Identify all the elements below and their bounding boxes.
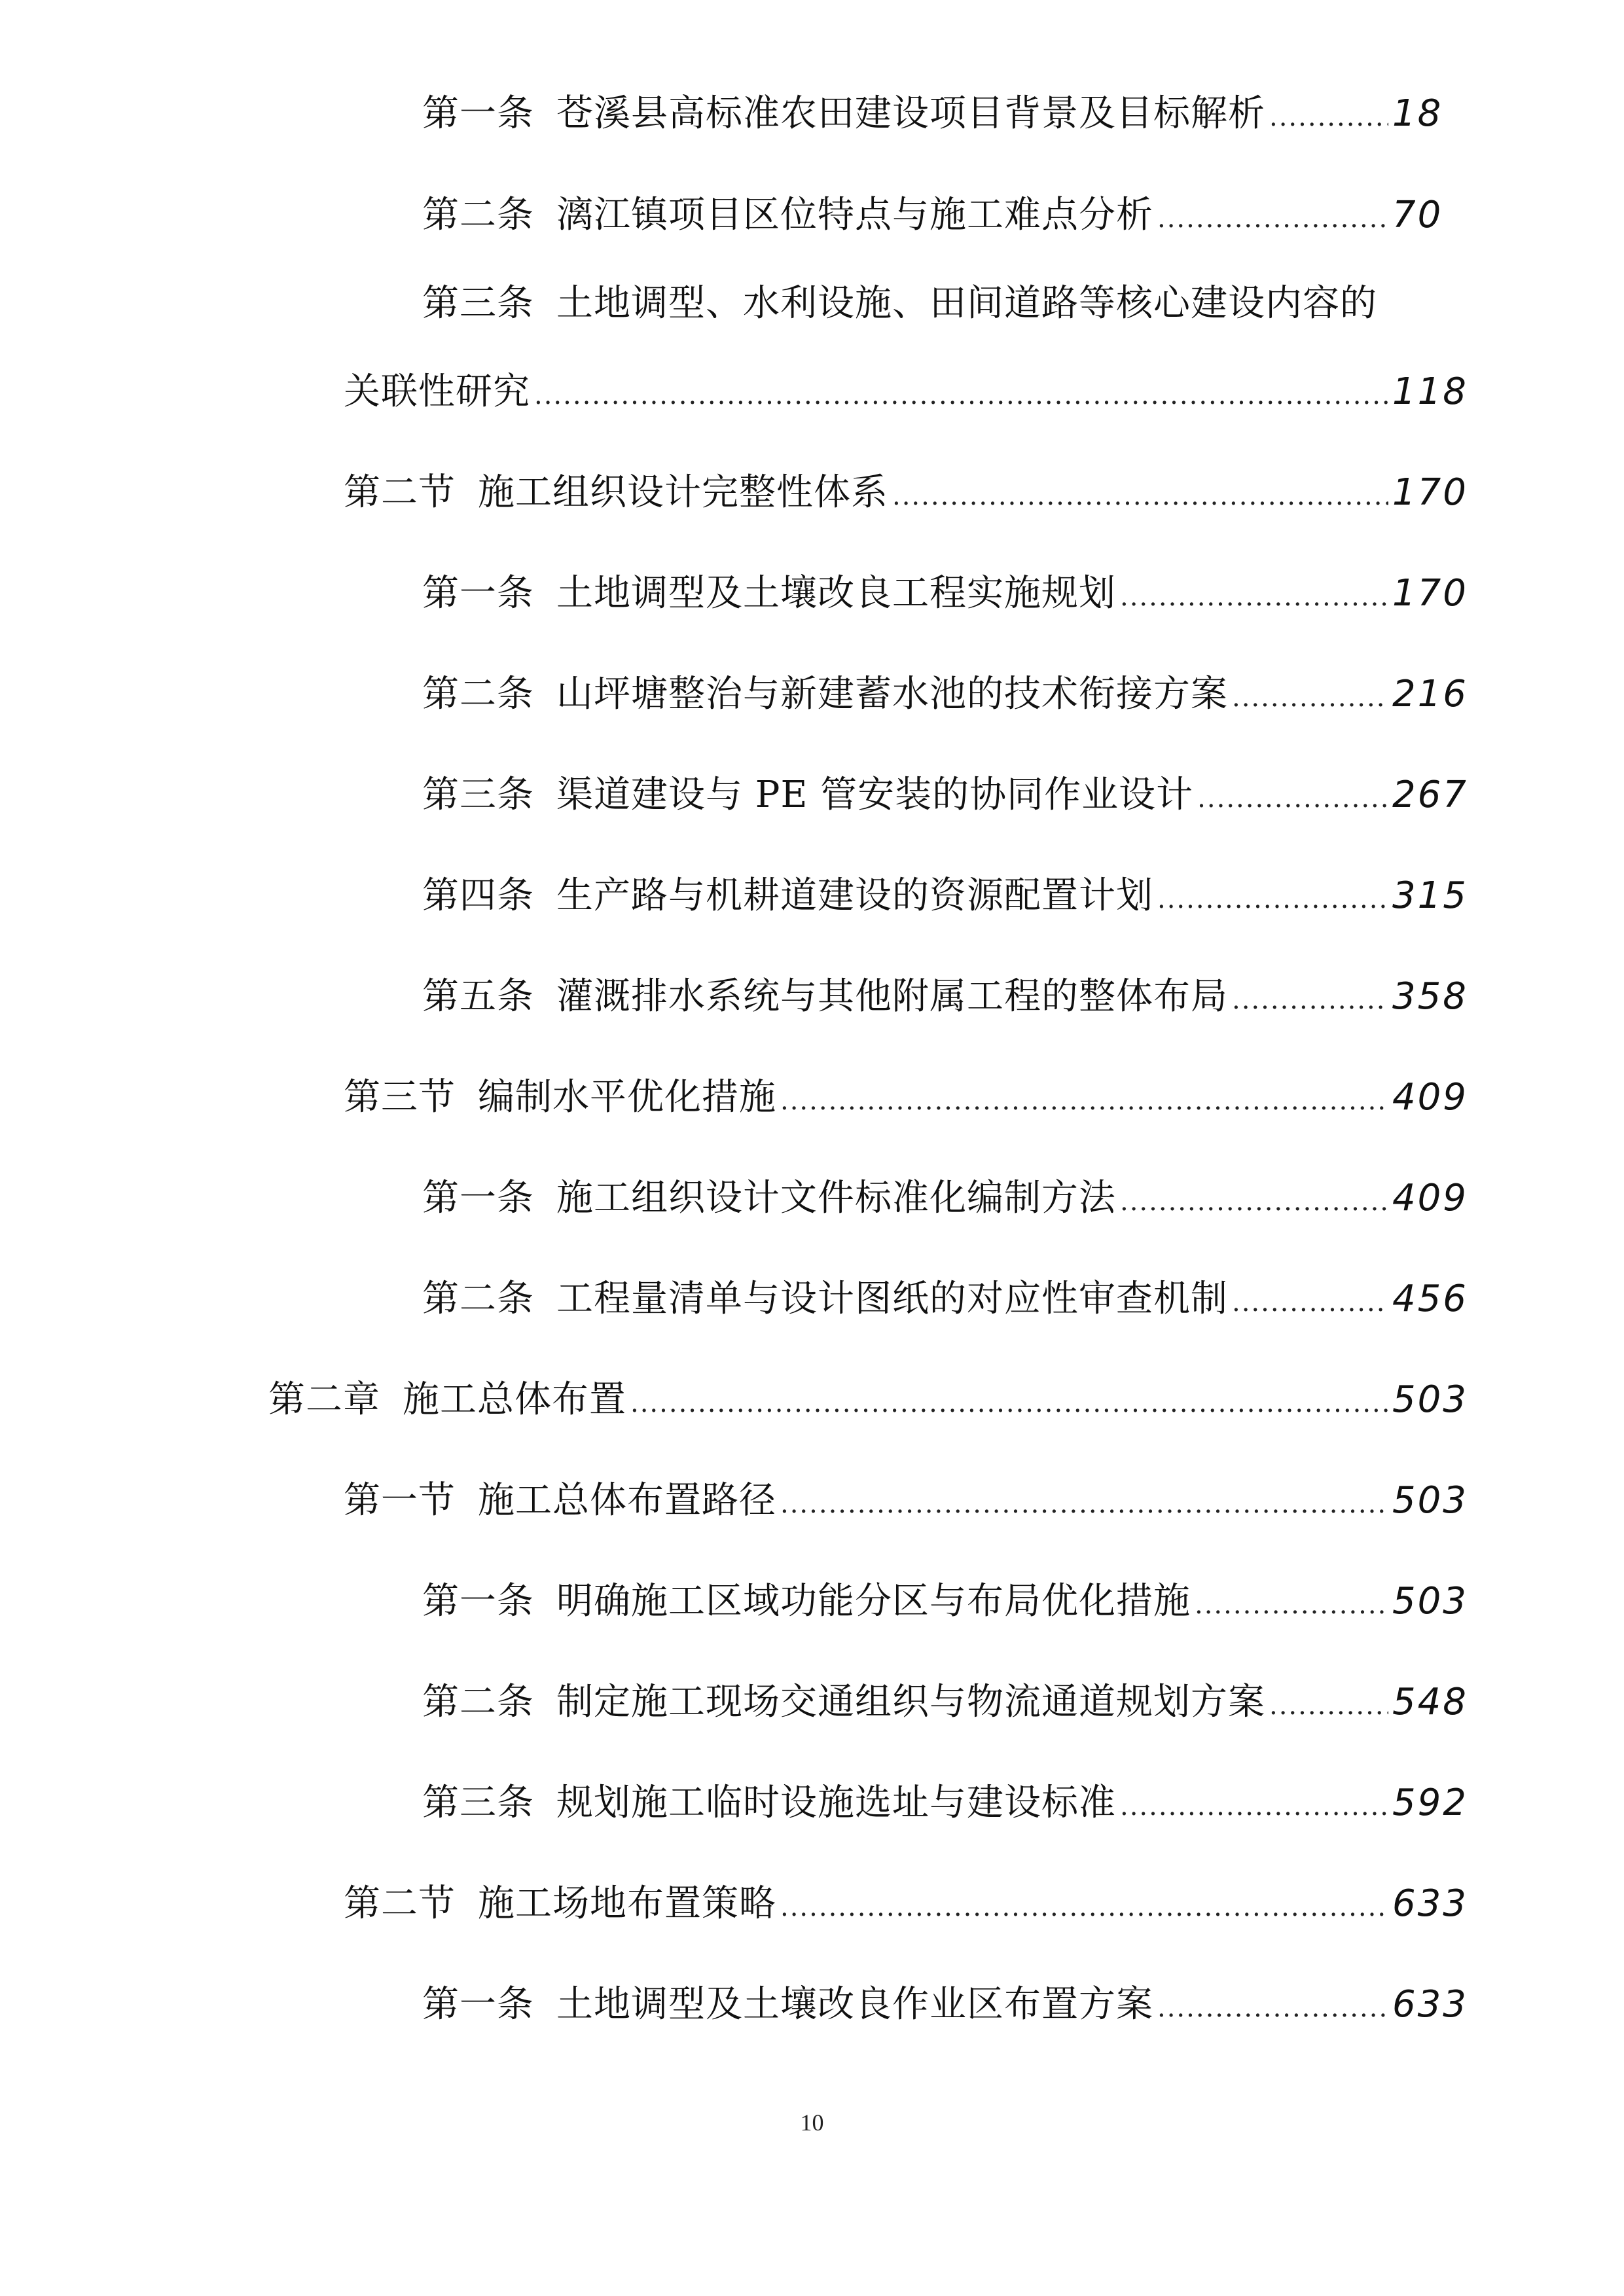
dot-leader (1232, 675, 1388, 721)
toc-entry-title: 施工总体布置路径 (478, 1479, 776, 1522)
toc-entry[interactable] (268, 1377, 1468, 1426)
toc-entry-page: 267 (1392, 774, 1468, 816)
toc-entry-title: 灌溉排水系统与其他附属工程的整体布局 (556, 975, 1228, 1018)
toc-entry-number: 第二条 (422, 1278, 534, 1320)
toc-entry-label (422, 1679, 1265, 1725)
toc-entry-number: 第一节 (344, 1479, 456, 1522)
dot-leader (1157, 1985, 1388, 2031)
toc-entry-label (422, 772, 1193, 818)
toc-entry-title: 明确施工区域功能分区与布局优化措施 (556, 1580, 1191, 1623)
dot-leader (1269, 94, 1388, 140)
toc-entry[interactable] (422, 1982, 1468, 2031)
toc-entry-number: 第一条 (422, 1177, 534, 1219)
toc-entry-title: 施工组织设计完整性体系 (478, 471, 888, 514)
dot-leader (1232, 1280, 1388, 1325)
dot-leader (1269, 1683, 1388, 1729)
toc-entry-page: 18 (1392, 92, 1443, 135)
toc-entry-number: 第四条 (422, 874, 534, 917)
toc-entry-label (422, 571, 1116, 617)
toc-entry-label (344, 1881, 776, 1927)
toc-entry-label (422, 974, 1228, 1020)
toc-entry[interactable] (422, 192, 1443, 242)
toc-entry-page: 503 (1392, 1580, 1468, 1623)
toc-entry-page: 315 (1392, 874, 1468, 917)
toc-entry-page: 358 (1392, 975, 1468, 1018)
toc-entry[interactable] (344, 1075, 1468, 1124)
dot-leader (1197, 776, 1388, 821)
toc-entry-continuation-text: 关联性研究 (344, 370, 530, 413)
toc-entry-title: 土地调型及土壤改良工程实施规划 (556, 572, 1116, 615)
toc-entry-page: 548 (1392, 1681, 1468, 1723)
toc-entry-page: 170 (1392, 471, 1468, 514)
dot-leader (780, 1481, 1388, 1527)
toc-entry-label (422, 672, 1228, 717)
toc-entry-page: 409 (1392, 1177, 1468, 1219)
toc-entry[interactable] (422, 1780, 1468, 1829)
page-number: 10 (800, 2109, 824, 2136)
dot-leader (1120, 1179, 1388, 1225)
dot-leader (1232, 977, 1388, 1023)
dot-leader (1157, 876, 1388, 922)
dot-leader (892, 473, 1388, 519)
toc-entry-title: 渠道建设与 PE 管安装的协同作业设计 (556, 774, 1194, 816)
toc-entry-label (422, 192, 1153, 238)
dot-leader (1120, 1784, 1388, 1829)
toc-entry-title: 编制水平优化措施 (478, 1076, 776, 1119)
toc-entry-title: 规划施工临时设施选址与建设标准 (556, 1782, 1116, 1824)
toc-entry-title: 制定施工现场交通组织与物流通道规划方案 (556, 1681, 1265, 1723)
toc-entry[interactable] (422, 873, 1468, 922)
toc-entry-title: 苍溪县高标准农田建设项目背景及目标解析 (556, 92, 1265, 135)
toc-entry-number: 第三条 (422, 774, 534, 816)
toc-entry-number: 第一条 (422, 572, 534, 615)
toc-entry[interactable] (344, 470, 1468, 519)
toc-entry-number: 第一条 (422, 1983, 534, 2026)
toc-entry-number: 第三条 (422, 282, 534, 325)
toc-entry-page: 503 (1392, 1479, 1468, 1522)
toc-entry-label (268, 1377, 626, 1423)
toc-entry-number: 第二条 (422, 673, 534, 715)
toc-entry-title: 生产路与机耕道建设的资源配置计划 (556, 874, 1153, 917)
toc-entry-number: 第五条 (422, 975, 534, 1018)
toc-entry-label (422, 1579, 1191, 1624)
toc-entry-number: 第二条 (422, 1681, 534, 1723)
toc-entry-title: 土地调型、水利设施、田间道路等核心建设内容的 (556, 282, 1377, 325)
toc-entry[interactable] (422, 1579, 1468, 1628)
toc-entry[interactable] (344, 1881, 1468, 1930)
toc-entry-number: 第一条 (422, 92, 534, 135)
toc-entry-title: 施工场地布置策略 (478, 1882, 776, 1925)
dot-leader (1157, 196, 1388, 242)
toc-entry-title: 工程量清单与设计图纸的对应性审查机制 (556, 1278, 1228, 1320)
toc-entry[interactable] (422, 672, 1468, 721)
toc-entry-label (344, 1075, 776, 1121)
toc-entry-number: 第二节 (344, 1882, 456, 1925)
toc-entry-title: 施工总体布置 (403, 1378, 626, 1421)
toc-entry-page: 456 (1392, 1278, 1468, 1320)
toc-entry-continuation[interactable] (344, 369, 1468, 418)
toc-entry[interactable] (422, 571, 1468, 620)
toc-entry-page: 70 (1392, 194, 1443, 236)
dot-leader (630, 1380, 1388, 1426)
toc-entry-number: 第三节 (344, 1076, 456, 1119)
toc-entry-page: 118 (1392, 370, 1468, 413)
dot-leader (1120, 574, 1388, 620)
toc-entry-number: 第一条 (422, 1580, 534, 1623)
toc-entry[interactable] (422, 1175, 1468, 1225)
toc-entry-title: 山坪塘整治与新建蓄水池的技术衔接方案 (556, 673, 1228, 715)
toc-entry-number: 第二章 (268, 1378, 380, 1421)
toc-entry-title: 施工组织设计文件标准化编制方法 (556, 1177, 1116, 1219)
dot-leader (780, 1884, 1388, 1930)
toc-entry[interactable] (422, 1679, 1468, 1729)
toc-entry-label (422, 91, 1265, 137)
dot-leader (534, 372, 1388, 418)
toc-entry[interactable] (422, 91, 1443, 140)
toc-entry[interactable] (422, 1276, 1468, 1325)
toc-entry-label (344, 470, 888, 516)
toc-entry-label (422, 1982, 1153, 2028)
toc-entry-title: 漓江镇项目区位特点与施工难点分析 (556, 194, 1153, 236)
toc-entry[interactable] (422, 772, 1468, 821)
toc-entry-first-line[interactable] (422, 281, 1377, 327)
toc-entry-label (422, 1276, 1228, 1322)
toc-entry-page: 216 (1392, 673, 1468, 715)
toc-entry[interactable] (422, 974, 1468, 1023)
toc-entry-number: 第三条 (422, 1782, 534, 1824)
toc-entry-title: 土地调型及土壤改良作业区布置方案 (556, 1983, 1153, 2026)
toc-entry-label (422, 873, 1153, 919)
toc-entry-label (422, 1780, 1116, 1826)
toc-entry-page: 592 (1392, 1782, 1468, 1824)
toc-entry-page: 503 (1392, 1378, 1468, 1421)
toc-entry-label (344, 1478, 776, 1524)
toc-entry-page: 170 (1392, 572, 1468, 615)
toc-entry-label (422, 1175, 1116, 1221)
toc-entry-page: 633 (1392, 1882, 1468, 1925)
toc-entry-number: 第二条 (422, 194, 534, 236)
toc-entry[interactable] (344, 1478, 1468, 1527)
toc-entry-number: 第二节 (344, 471, 456, 514)
dot-leader (1195, 1582, 1388, 1628)
dot-leader (780, 1078, 1388, 1124)
toc-entry-page: 633 (1392, 1983, 1468, 2026)
toc-entry-page: 409 (1392, 1076, 1468, 1119)
